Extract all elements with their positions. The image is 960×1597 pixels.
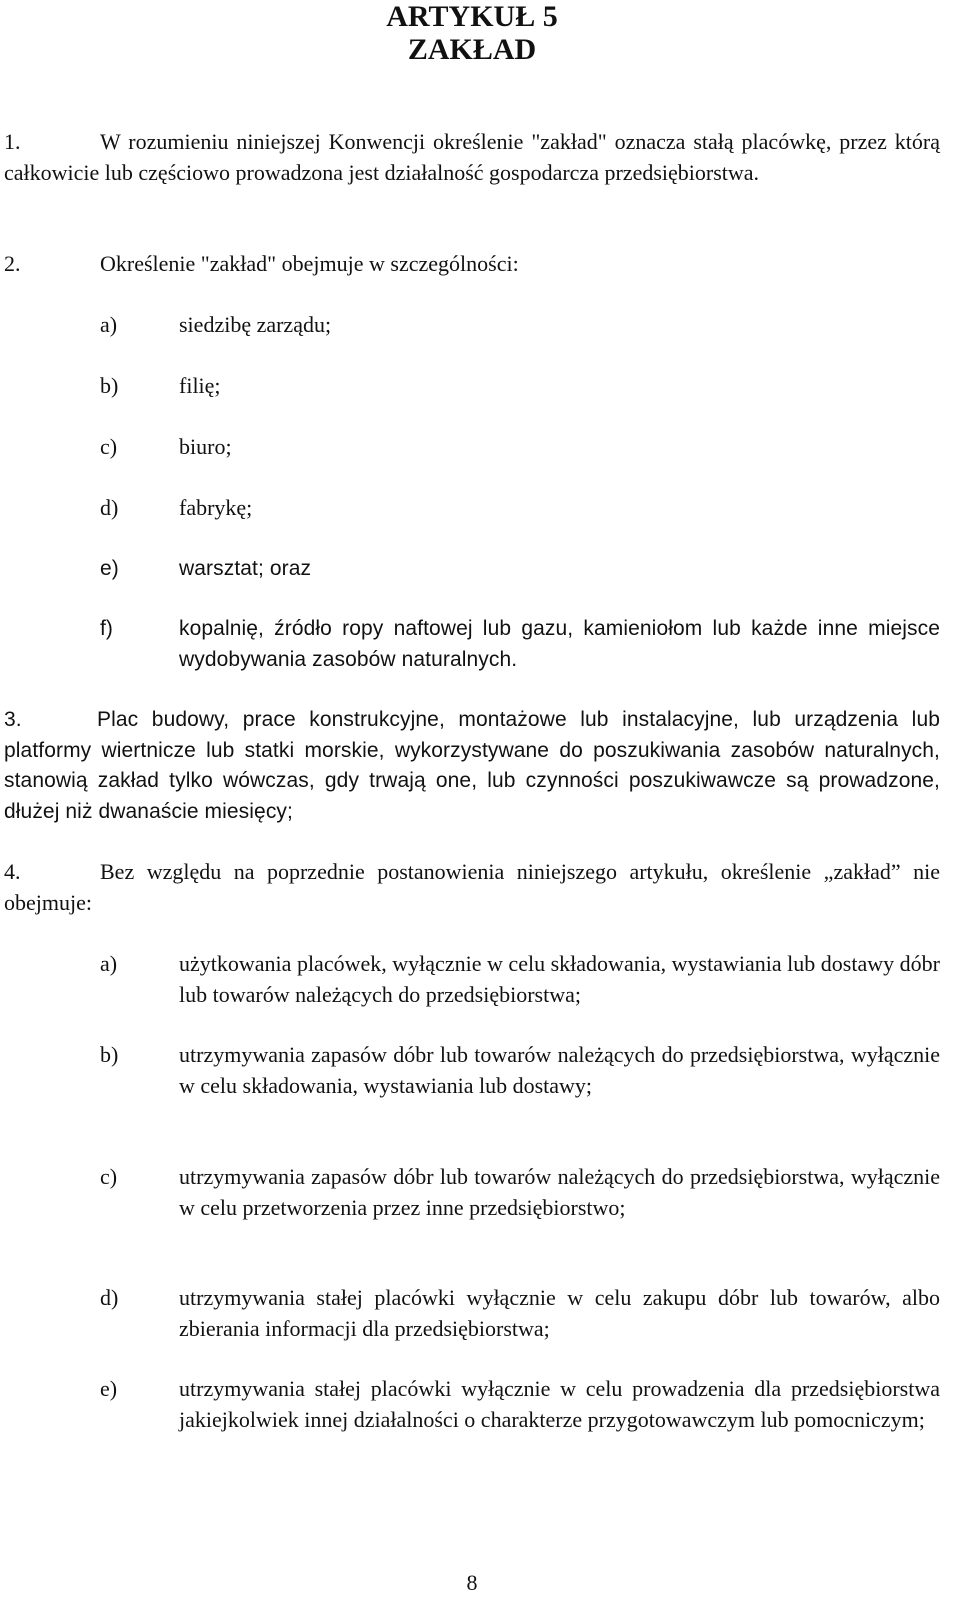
list-item bbox=[100, 614, 940, 675]
list-item bbox=[100, 371, 940, 402]
list-item-text: użytkowania placówek, wyłącznie w celu składowania, wystawiania lub dostawy dóbr lub towarów należących do przedsiębiorstwa; bbox=[179, 951, 940, 1007]
list-item bbox=[100, 1162, 940, 1223]
paragraph-2 bbox=[4, 249, 940, 280]
list-item-letter: e) bbox=[100, 557, 119, 580]
list-item-letter: b) bbox=[100, 373, 119, 398]
list-item-letter: c) bbox=[100, 434, 118, 459]
list-item-text: utrzymywania stałej placówki wyłącznie w celu zakupu dóbr lub towarów, albo zbierania informacji dla przedsiębiorstwa; bbox=[179, 1285, 940, 1341]
paragraph-number: 2. bbox=[4, 251, 21, 276]
list-item bbox=[100, 554, 940, 585]
list-item bbox=[100, 432, 940, 463]
list-item-letter: e) bbox=[100, 1376, 118, 1401]
list-item-text: utrzymywania stałej placówki wyłącznie w celu prowadzenia dla przedsiębiorstwa jakiejkolwiek innej działalności o charakterze przygotowawczym lub pomocniczym; bbox=[179, 1376, 940, 1432]
paragraph-number: 1. bbox=[4, 129, 21, 154]
list-item bbox=[100, 1374, 940, 1435]
paragraph-text: Plac budowy, prace konstrukcyjne, montażowe lub instalacyjne, lub urządzenia lub platformy wiertnicze lub statki morskie, wykorzystywane do poszukiwania zasobów naturalnych, stanowią zakład tylko wówczas, gdy trwają one, lub czynności poszukiwawcze są prowadzone, dłużej niż dwanaście miesięcy; bbox=[4, 708, 940, 823]
list-item-text: siedzibę zarządu; bbox=[179, 312, 332, 337]
article-heading: ARTYKUŁ 5 bbox=[386, 0, 558, 33]
list-item-letter: f) bbox=[100, 617, 114, 640]
list-item-letter: b) bbox=[100, 1042, 119, 1067]
list-item-letter: d) bbox=[100, 1285, 119, 1310]
list-item-letter: a) bbox=[100, 312, 118, 337]
page-number: 8 bbox=[466, 1570, 478, 1595]
list-item-text: kopalnię, źródło ropy naftowej lub gazu, kamieniołom lub każde inne miejsce wydobywania zasobów naturalnych. bbox=[179, 617, 940, 671]
list-item-letter: a) bbox=[100, 951, 118, 976]
list-item bbox=[100, 1283, 940, 1344]
list-item-text: warsztat; oraz bbox=[179, 557, 312, 580]
list-item bbox=[100, 1040, 940, 1101]
paragraph-text: Określenie "zakład" obejmuje w szczególności: bbox=[100, 251, 519, 276]
paragraph-text: Bez względu na poprzednie postanowienia niniejszego artykułu, określenie „zakład” nie obejmuje: bbox=[4, 859, 940, 915]
list-item-text: biuro; bbox=[179, 434, 232, 459]
list-item-text: utrzymywania zapasów dóbr lub towarów należących do przedsiębiorstwa, wyłącznie w celu składowania, wystawiania lub dostawy; bbox=[179, 1042, 940, 1098]
article-subheading: ZAKŁAD bbox=[407, 33, 537, 66]
list-item-text: fabrykę; bbox=[179, 495, 253, 520]
paragraph-number: 3. bbox=[4, 708, 22, 731]
list-item bbox=[100, 493, 940, 524]
list-item-letter: c) bbox=[100, 1164, 118, 1189]
paragraph-4 bbox=[4, 857, 940, 918]
list-item bbox=[100, 310, 940, 341]
list-item-text: filię; bbox=[179, 373, 221, 398]
paragraph-text: W rozumieniu niniejszej Konwencji określenie "zakład" oznacza stałą placówkę, przez którą całkowicie lub częściowo prowadzona jest działalność gospodarcza przedsiębiorstwa. bbox=[4, 129, 940, 185]
list-item-text: utrzymywania zapasów dóbr lub towarów należących do przedsiębiorstwa, wyłącznie w celu przetworzenia przez inne przedsiębiorstwo; bbox=[179, 1164, 940, 1220]
paragraph-1 bbox=[4, 127, 940, 188]
paragraph-number: 4. bbox=[4, 859, 21, 884]
list-item bbox=[100, 949, 940, 1010]
paragraph-3 bbox=[4, 705, 940, 827]
list-item-letter: d) bbox=[100, 495, 119, 520]
